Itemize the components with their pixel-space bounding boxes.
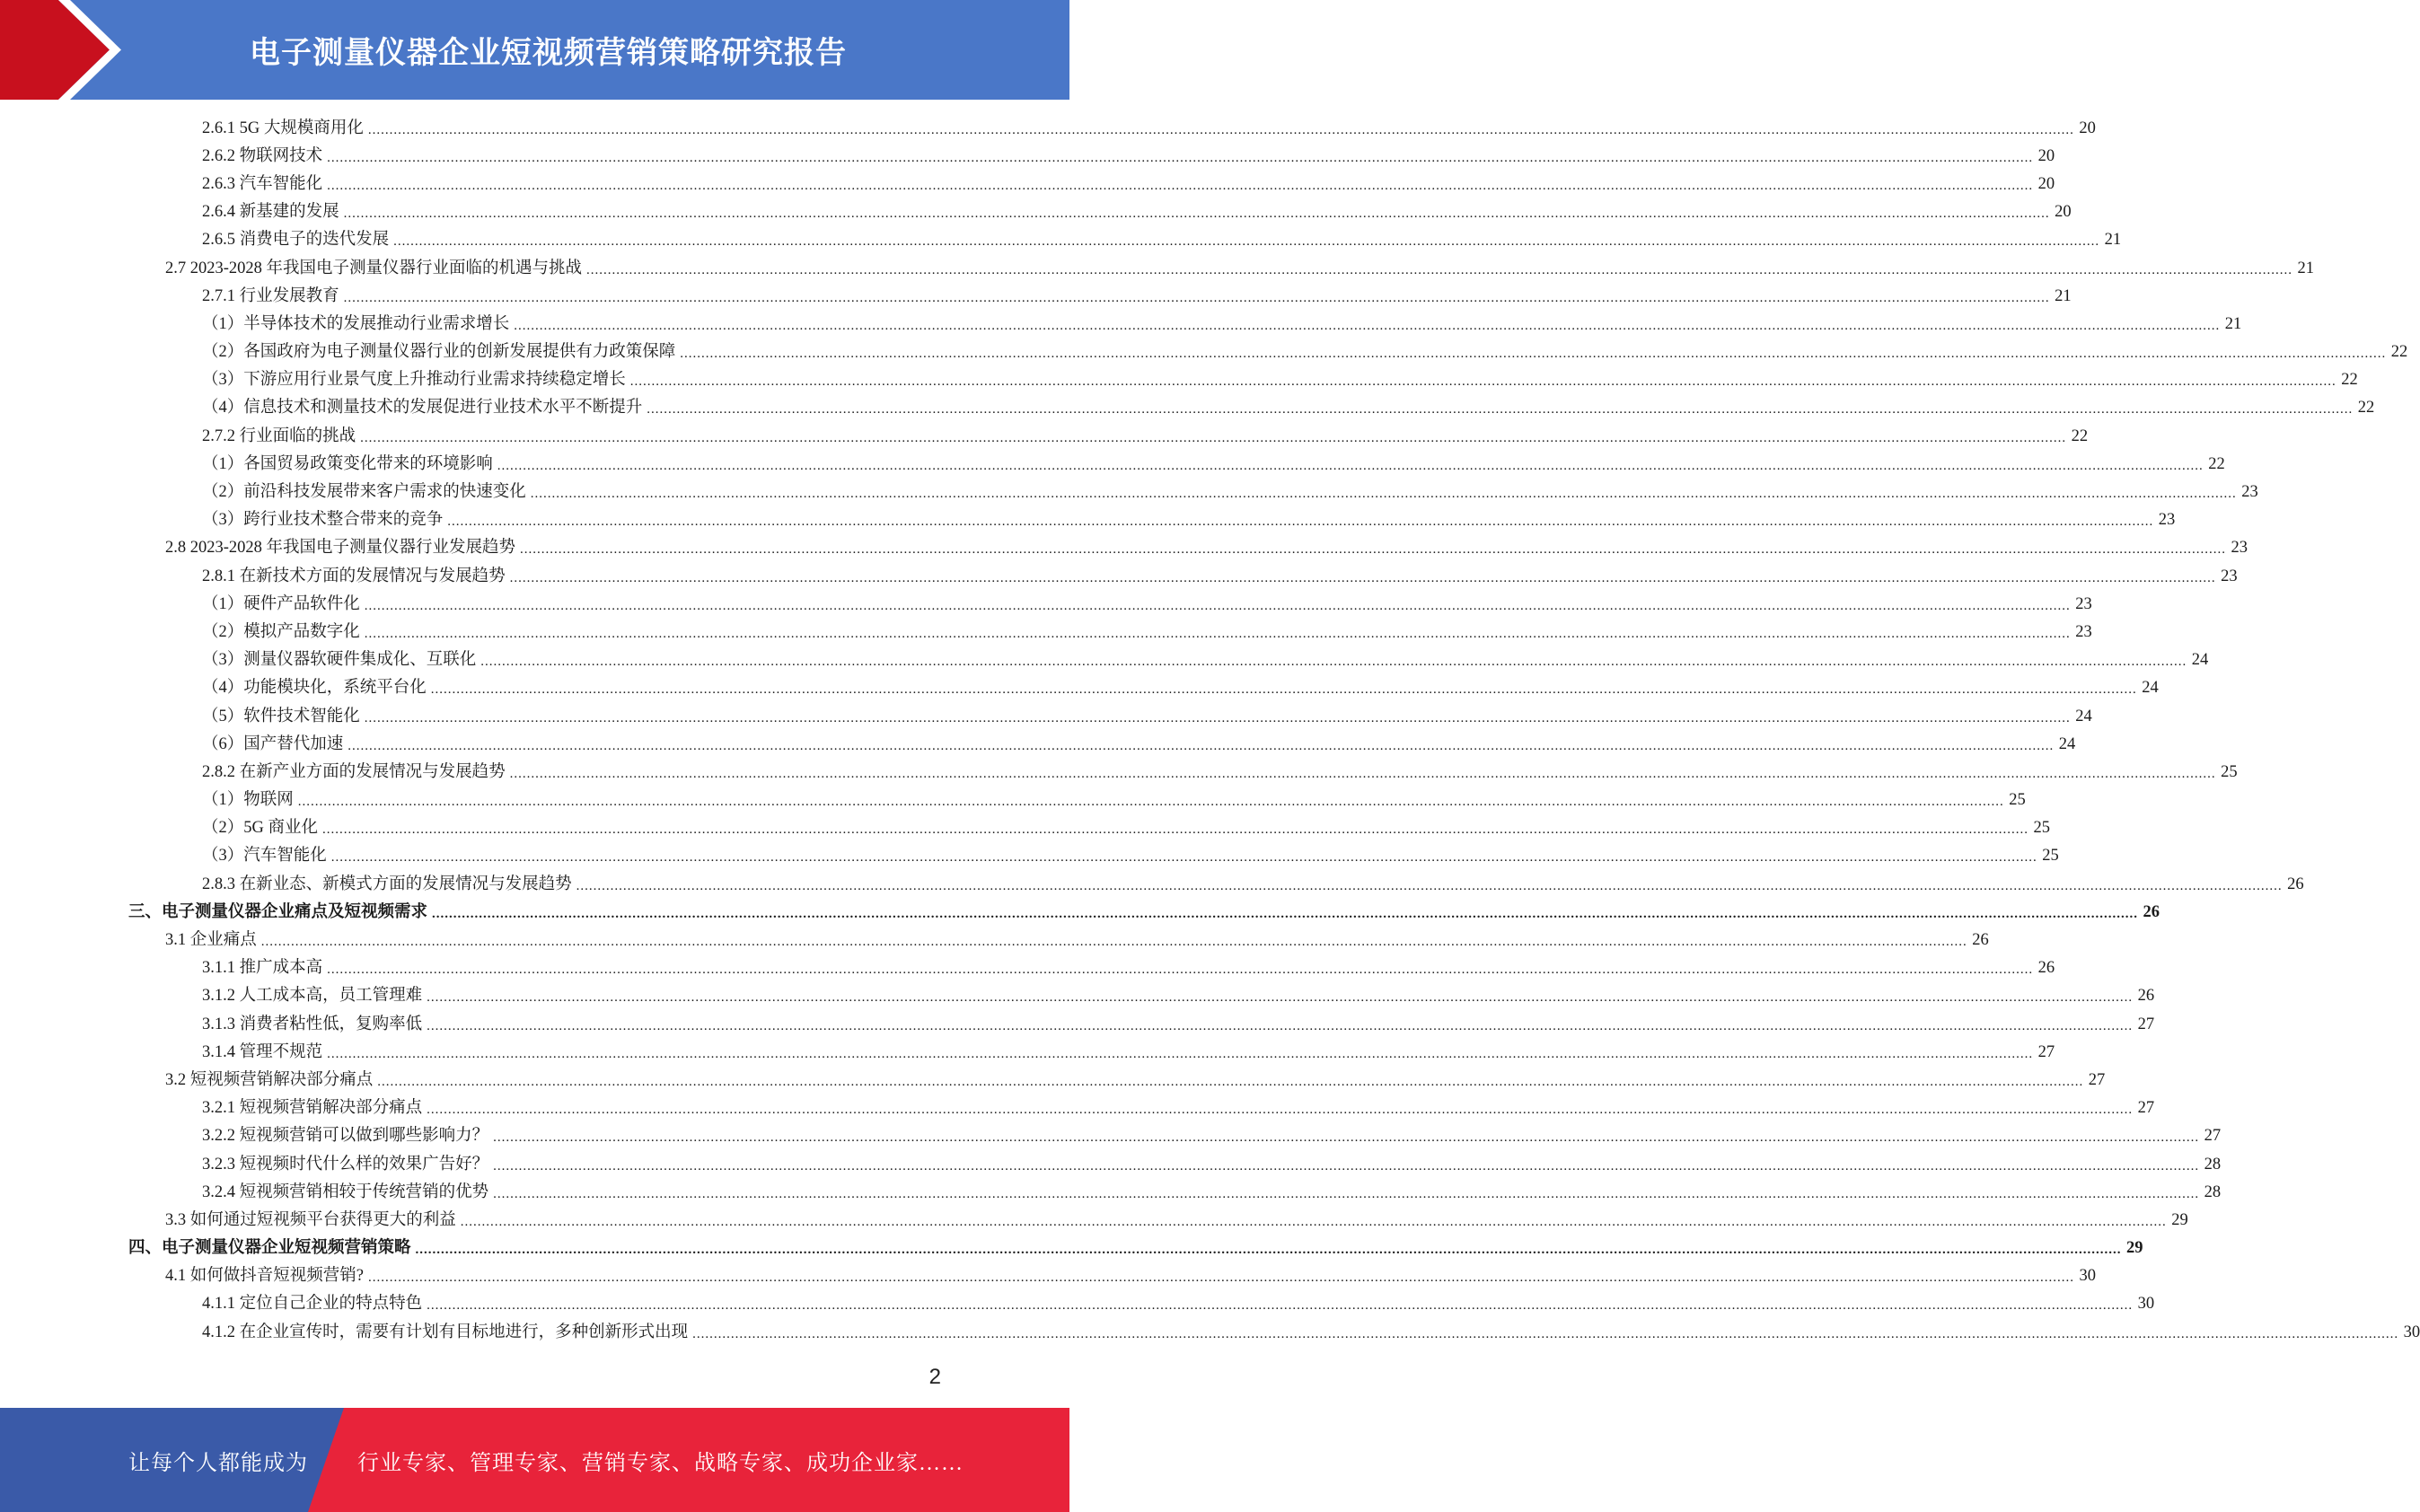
toc-entry-page: 23 bbox=[2158, 511, 2176, 530]
toc-dot-leader: ................................................................................................................................................................................................................................................................................................................................................................................................................ bbox=[364, 710, 2071, 725]
toc-entry-page: 26 bbox=[2143, 902, 2160, 921]
toc-entry-page: 30 bbox=[2403, 1323, 2420, 1341]
toc-entry[interactable] bbox=[0, 898, 2160, 926]
toc-entry[interactable] bbox=[0, 170, 2055, 198]
toc-entry[interactable] bbox=[0, 870, 2304, 898]
toc-entry-title: （5）软件技术智能化 bbox=[202, 706, 363, 727]
toc-entry-page: 25 bbox=[2221, 762, 2238, 781]
toc-dot-leader: ................................................................................................................................................................................................................................................................................................................................................................................................................ bbox=[343, 207, 2050, 222]
toc-dot-leader: ................................................................................................................................................................................................................................................................................................................................................................................................................ bbox=[427, 1018, 2134, 1033]
toc-entry-page: 23 bbox=[2241, 483, 2258, 502]
toc-entry[interactable] bbox=[0, 254, 2315, 282]
toc-entry-title: 3.2.2 短视频营销可以做到哪些影响力？ bbox=[202, 1125, 491, 1147]
toc-entry-title: （4）功能模块化，系统平台化 bbox=[202, 677, 429, 699]
toc-entry-page: 25 bbox=[2042, 847, 2059, 866]
toc-entry-title: （2）模拟产品数字化 bbox=[202, 621, 363, 643]
toc-entry[interactable] bbox=[0, 114, 2096, 142]
toc-entry-page: 24 bbox=[2191, 651, 2209, 670]
toc-entry-page: 28 bbox=[2204, 1182, 2222, 1201]
toc-entry-page: 25 bbox=[2033, 819, 2050, 838]
toc-entry-page: 29 bbox=[2126, 1239, 2143, 1258]
toc-dot-leader: ................................................................................................................................................................................................................................................................................................................................................................................................................ bbox=[427, 1298, 2134, 1314]
toc-entry-title: （6）国产替代加速 bbox=[202, 734, 346, 755]
toc-entry-page: 28 bbox=[2204, 1155, 2222, 1174]
toc-dot-leader: ................................................................................................................................................................................................................................................................................................................................................................................................................ bbox=[509, 766, 2216, 781]
toc-entry-page: 21 bbox=[2104, 231, 2122, 250]
toc-entry-title: 3.1.3 消费者粘性低，复购率低 bbox=[202, 1014, 425, 1035]
toc-dot-leader: ................................................................................................................................................................................................................................................................................................................................................................................................................ bbox=[692, 1326, 2399, 1341]
footer-banner bbox=[0, 1408, 1069, 1512]
toc-entry-title: （1）各国贸易政策变化带来的环境影响 bbox=[202, 453, 496, 475]
toc-entry-page: 26 bbox=[2137, 987, 2155, 1006]
toc-entry-title: 3.1.2 人工成本高，员工管理难 bbox=[202, 985, 425, 1007]
toc-entry[interactable] bbox=[0, 422, 2089, 450]
toc-dot-leader: ................................................................................................................................................................................................................................................................................................................................................................................................................ bbox=[680, 347, 2387, 362]
toc-entry-title: 2.6.4 新基建的发展 bbox=[202, 201, 342, 223]
toc-entry-title: 3.1.4 管理不规范 bbox=[202, 1042, 325, 1063]
toc-entry-page: 25 bbox=[2009, 791, 2026, 810]
toc-entry-title: 3.2.3 短视频时代什么样的效果广告好？ bbox=[202, 1154, 491, 1175]
toc-entry-title: 2.7.2 行业面临的挑战 bbox=[202, 426, 358, 447]
toc-entry-title: （2）前沿科技发展带来客户需求的快速变化 bbox=[202, 481, 529, 503]
toc-entry-title: （3）测量仪器软硬件集成化、互联化 bbox=[202, 649, 479, 671]
toc-entry[interactable] bbox=[0, 730, 2076, 758]
toc-entry[interactable] bbox=[0, 1010, 2155, 1038]
toc-entry-title: 3.3 如何通过短视频平台获得更大的利益 bbox=[165, 1209, 459, 1231]
toc-entry[interactable] bbox=[0, 226, 2122, 254]
toc-entry[interactable] bbox=[0, 1235, 2143, 1262]
toc-dot-leader: ................................................................................................................................................................................................................................................................................................................................................................................................................ bbox=[427, 990, 2134, 1006]
toc-entry[interactable] bbox=[0, 1206, 2188, 1234]
toc-entry-title: （3）跨行业技术整合带来的竞争 bbox=[202, 509, 445, 531]
toc-entry-page: 27 bbox=[2088, 1070, 2106, 1089]
toc-entry-page: 23 bbox=[2231, 539, 2248, 558]
toc-entry-title: 3.1.1 推广成本高 bbox=[202, 957, 325, 979]
toc-dot-leader: ................................................................................................................................................................................................................................................................................................................................................................................................................ bbox=[415, 1243, 2122, 1258]
toc-dot-leader: ................................................................................................................................................................................................................................................................................................................................................................................................................ bbox=[343, 290, 2050, 305]
toc-entry-title: 三、电子测量仪器企业痛点及短视频需求 bbox=[128, 901, 430, 923]
toc-entry-title: 四、电子测量仪器企业短视频营销策略 bbox=[128, 1237, 414, 1259]
toc-entry-page: 20 bbox=[2037, 146, 2055, 165]
toc-entry[interactable] bbox=[0, 506, 2176, 534]
toc-dot-leader: ................................................................................................................................................................................................................................................................................................................................................................................................................ bbox=[493, 1130, 2200, 1146]
toc-entry-title: 2.6.1 5G 大规模商用化 bbox=[202, 118, 366, 139]
toc-entry-title: （4）信息技术和测量技术的发展促进行业技术水平不断提升 bbox=[202, 397, 645, 418]
toc-entry[interactable] bbox=[0, 198, 2072, 226]
toc-entry[interactable] bbox=[0, 1318, 2420, 1346]
toc-entry-title: （3）下游应用行业景气度上升推动行业需求持续稳定增长 bbox=[202, 369, 629, 391]
toc-entry-page: 24 bbox=[2058, 734, 2076, 753]
toc-dot-leader: ................................................................................................................................................................................................................................................................................................................................................................................................................ bbox=[430, 682, 2137, 698]
toc-entry[interactable] bbox=[0, 954, 2055, 982]
toc-dot-leader: ................................................................................................................................................................................................................................................................................................................................................................................................................ bbox=[364, 598, 2071, 613]
toc-entry[interactable] bbox=[0, 282, 2072, 310]
toc-entry-title: 2.8.3 在新业态、新模式方面的发展情况与发展趋势 bbox=[202, 874, 575, 895]
page-number: 2 bbox=[928, 1365, 941, 1389]
toc-dot-leader: ................................................................................................................................................................................................................................................................................................................................................................................................................ bbox=[327, 178, 2034, 193]
toc-dot-leader: ................................................................................................................................................................................................................................................................................................................................................................................................................ bbox=[586, 262, 2293, 277]
toc-entry-title: （1）半导体技术的发展推动行业需求增长 bbox=[202, 313, 512, 335]
toc-entry[interactable] bbox=[0, 618, 2092, 646]
toc-dot-leader: ................................................................................................................................................................................................................................................................................................................................................................................................................ bbox=[576, 878, 2283, 893]
toc-entry[interactable] bbox=[0, 1066, 2106, 1094]
toc-dot-leader: ................................................................................................................................................................................................................................................................................................................................................................................................................ bbox=[327, 963, 2034, 978]
toc-entry[interactable] bbox=[0, 758, 2238, 786]
toc-dot-leader: ................................................................................................................................................................................................................................................................................................................................................................................................................ bbox=[427, 1103, 2134, 1118]
toc-entry-page: 22 bbox=[2341, 371, 2358, 390]
toc-dot-leader: ................................................................................................................................................................................................................................................................................................................................................................................................................ bbox=[327, 1046, 2034, 1061]
toc-entry-page: 23 bbox=[2075, 594, 2092, 613]
toc-entry[interactable] bbox=[0, 814, 2050, 842]
toc-entry-title: 2.6.3 汽车智能化 bbox=[202, 173, 325, 195]
toc-entry-title: （1）物联网 bbox=[202, 789, 296, 811]
toc-dot-leader: ................................................................................................................................................................................................................................................................................................................................................................................................................ bbox=[260, 935, 1967, 950]
toc-dot-leader: ................................................................................................................................................................................................................................................................................................................................................................................................................ bbox=[348, 738, 2055, 753]
toc-entry[interactable] bbox=[0, 702, 2092, 730]
toc-entry-title: 2.6.2 物联网技术 bbox=[202, 145, 325, 167]
toc-entry[interactable] bbox=[0, 478, 2258, 505]
toc-dot-leader: ................................................................................................................................................................................................................................................................................................................................................................................................................ bbox=[480, 655, 2187, 670]
toc-dot-leader: ................................................................................................................................................................................................................................................................................................................................................................................................................ bbox=[432, 906, 2139, 921]
toc-entry-title: 4.1 如何做抖音短视频营销? bbox=[165, 1265, 366, 1287]
toc-dot-leader: ................................................................................................................................................................................................................................................................................................................................................................................................................ bbox=[327, 150, 2034, 165]
toc-entry-page: 20 bbox=[2055, 203, 2072, 222]
toc-entry-page: 22 bbox=[2357, 399, 2375, 418]
toc-entry-title: 2.8.1 在新技术方面的发展情况与发展趋势 bbox=[202, 566, 508, 587]
toc-entry-title: 2.7.1 行业发展教育 bbox=[202, 286, 342, 307]
toc-entry-title: 3.2.1 短视频营销解决部分痛点 bbox=[202, 1097, 425, 1119]
toc-entry-title: （2）5G 商业化 bbox=[202, 817, 321, 839]
toc-entry[interactable] bbox=[0, 926, 1989, 954]
toc-entry-title: 2.7 2023-2028 年我国电子测量仪器行业面临的机遇与挑战 bbox=[165, 258, 585, 279]
toc-dot-leader: ................................................................................................................................................................................................................................................................................................................................................................................................................ bbox=[360, 430, 2067, 445]
toc-dot-leader: ................................................................................................................................................................................................................................................................................................................................................................................................................ bbox=[297, 795, 2004, 810]
toc-dot-leader: ................................................................................................................................................................................................................................................................................................................................................................................................................ bbox=[509, 570, 2216, 585]
toc-entry-page: 21 bbox=[2297, 259, 2315, 277]
toc-entry[interactable] bbox=[0, 1178, 2222, 1206]
toc-entry-page: 20 bbox=[2037, 174, 2055, 193]
table-of-contents bbox=[0, 114, 2420, 1346]
toc-dot-leader: ................................................................................................................................................................................................................................................................................................................................................................................................................ bbox=[330, 850, 2037, 866]
toc-entry-page: 21 bbox=[2224, 314, 2242, 333]
toc-entry-title: （3）汽车智能化 bbox=[202, 845, 330, 866]
toc-entry-page: 26 bbox=[1972, 931, 1989, 950]
toc-entry-title: （2）各国政府为电子测量仪器行业的创新发展提供有力政策保障 bbox=[202, 341, 678, 363]
toc-entry-page: 23 bbox=[2075, 622, 2092, 641]
toc-entry-page: 22 bbox=[2390, 343, 2408, 362]
toc-entry-title: 3.2.4 短视频营销相较于传统营销的优势 bbox=[202, 1182, 491, 1203]
toc-entry[interactable] bbox=[0, 450, 2225, 478]
toc-entry-page: 20 bbox=[2079, 119, 2096, 137]
toc-entry-title: 3.1 企业痛点 bbox=[165, 929, 260, 951]
toc-entry-page: 22 bbox=[2208, 454, 2225, 473]
toc-entry-title: 4.1.1 定位自己企业的特点特色 bbox=[202, 1293, 425, 1314]
toc-dot-leader: ................................................................................................................................................................................................................................................................................................................................................................................................................ bbox=[393, 234, 2100, 250]
toc-dot-leader: ................................................................................................................................................................................................................................................................................................................................................................................................................ bbox=[530, 487, 2237, 502]
toc-dot-leader: ................................................................................................................................................................................................................................................................................................................................................................................................................ bbox=[367, 1270, 2074, 1286]
toc-entry-title: 2.8 2023-2028 年我国电子测量仪器行业发展趋势 bbox=[165, 537, 518, 558]
toc-entry-page: 27 bbox=[2037, 1042, 2055, 1061]
toc-dot-leader: ................................................................................................................................................................................................................................................................................................................................................................................................................ bbox=[322, 822, 2028, 838]
toc-entry-page: 21 bbox=[2055, 286, 2072, 305]
toc-entry-page: 22 bbox=[2071, 426, 2089, 445]
toc-entry[interactable] bbox=[0, 310, 2242, 338]
toc-entry-page: 24 bbox=[2075, 707, 2092, 725]
toc-entry-page: 24 bbox=[2142, 679, 2159, 698]
toc-dot-leader: ................................................................................................................................................................................................................................................................................................................................................................................................................ bbox=[460, 1214, 2167, 1229]
toc-entry[interactable] bbox=[0, 394, 2375, 422]
toc-entry[interactable] bbox=[0, 1038, 2055, 1066]
toc-dot-leader: ................................................................................................................................................................................................................................................................................................................................................................................................................ bbox=[514, 318, 2221, 333]
toc-entry[interactable] bbox=[0, 366, 2358, 394]
toc-entry[interactable] bbox=[0, 338, 2408, 366]
toc-dot-leader: ................................................................................................................................................................................................................................................................................................................................................................................................................ bbox=[377, 1074, 2084, 1089]
toc-entry-page: 26 bbox=[2287, 875, 2304, 893]
toc-entry[interactable] bbox=[0, 562, 2238, 590]
toc-dot-leader: ................................................................................................................................................................................................................................................................................................................................................................................................................ bbox=[367, 122, 2074, 137]
toc-entry-page: 29 bbox=[2171, 1210, 2188, 1229]
toc-entry-title: 4.1.2 在企业宣传时，需要有计划有目标地进行，多种创新形式出现 bbox=[202, 1322, 691, 1343]
toc-entry-page: 27 bbox=[2137, 1015, 2155, 1033]
toc-entry-title: 2.8.2 在新产业方面的发展情况与发展趋势 bbox=[202, 761, 508, 783]
toc-dot-leader: ................................................................................................................................................................................................................................................................................................................................................................................................................ bbox=[647, 402, 2354, 418]
toc-entry[interactable] bbox=[0, 646, 2209, 674]
toc-entry-page: 30 bbox=[2079, 1267, 2096, 1286]
toc-dot-leader: ................................................................................................................................................................................................................................................................................................................................................................................................................ bbox=[520, 542, 2227, 558]
toc-entry[interactable] bbox=[0, 142, 2055, 170]
toc-dot-leader: ................................................................................................................................................................................................................................................................................................................................................................................................................ bbox=[493, 1158, 2200, 1174]
toc-entry[interactable] bbox=[0, 1094, 2155, 1122]
toc-entry-page: 27 bbox=[2137, 1099, 2155, 1118]
toc-entry-page: 23 bbox=[2221, 567, 2238, 585]
toc-entry-page: 27 bbox=[2204, 1127, 2222, 1146]
toc-dot-leader: ................................................................................................................................................................................................................................................................................................................................................................................................................ bbox=[447, 514, 2154, 530]
toc-entry[interactable] bbox=[0, 590, 2092, 618]
header-arrow-decoration bbox=[0, 0, 135, 100]
toc-dot-leader: ................................................................................................................................................................................................................................................................................................................................................................................................................ bbox=[497, 458, 2204, 473]
toc-entry-title: （1）硬件产品软件化 bbox=[202, 593, 363, 615]
toc-dot-leader: ................................................................................................................................................................................................................................................................................................................................................................................................................ bbox=[493, 1186, 2200, 1201]
footer-slogan-right: 行业专家、管理专家、营销专家、战略专家、成功企业家…… bbox=[357, 1451, 964, 1475]
toc-dot-leader: ................................................................................................................................................................................................................................................................................................................................................................................................................ bbox=[629, 374, 2336, 390]
toc-dot-leader: ................................................................................................................................................................................................................................................................................................................................................................................................................ bbox=[364, 626, 2071, 641]
toc-entry-title: 2.6.5 消费电子的迭代发展 bbox=[202, 229, 392, 251]
toc-entry[interactable] bbox=[0, 1262, 2096, 1290]
toc-entry[interactable] bbox=[0, 674, 2159, 702]
toc-entry[interactable] bbox=[0, 1290, 2155, 1318]
toc-entry[interactable] bbox=[0, 1122, 2222, 1150]
toc-entry-page: 26 bbox=[2037, 959, 2055, 978]
toc-entry[interactable] bbox=[0, 787, 2026, 814]
toc-entry[interactable] bbox=[0, 534, 2248, 562]
toc-entry[interactable] bbox=[0, 1150, 2222, 1178]
header-banner bbox=[0, 0, 1069, 100]
toc-entry-title: 3.2 短视频营销解决部分痛点 bbox=[165, 1069, 375, 1091]
footer-slogan-left: 让每个人都能成为 bbox=[128, 1451, 308, 1475]
report-title: 电子测量仪器企业短视频营销策略研究报告 bbox=[250, 35, 847, 71]
toc-entry[interactable] bbox=[0, 982, 2155, 1010]
toc-entry-page: 30 bbox=[2137, 1295, 2155, 1314]
toc-entry[interactable] bbox=[0, 842, 2059, 870]
